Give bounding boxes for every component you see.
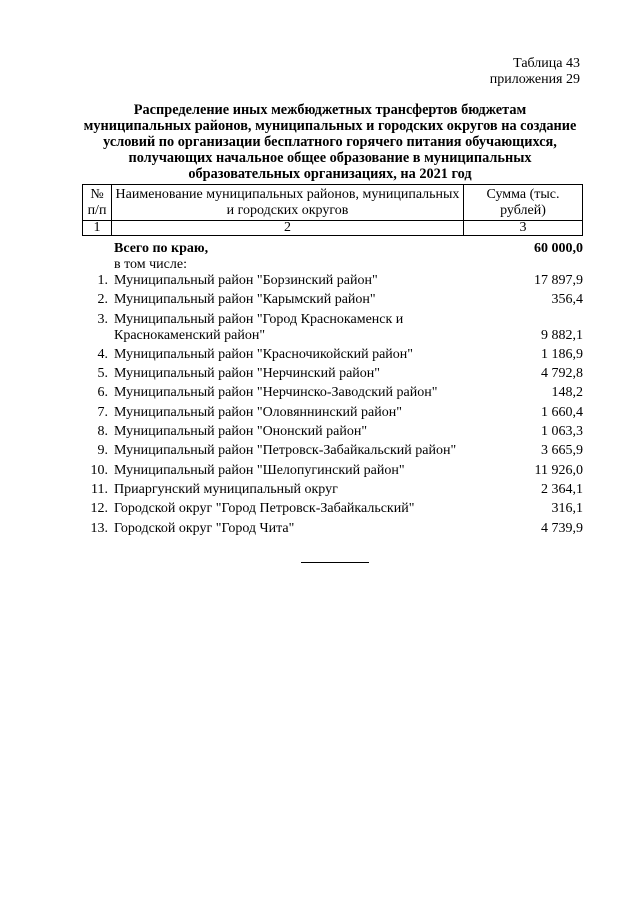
appendix-reference: приложения 29 xyxy=(489,72,580,87)
row-amount: 148,2 xyxy=(551,385,583,401)
row-number: 12. xyxy=(90,501,108,517)
total-row xyxy=(82,241,583,257)
row-name: Муниципальный район "Петровск-Забайкальский район" xyxy=(114,443,457,459)
row-number: 8. xyxy=(97,424,108,440)
total-label: Всего по краю, xyxy=(114,241,209,256)
column-header-number: № п/п xyxy=(83,185,112,221)
row-number: 11. xyxy=(91,481,108,497)
row-amount: 2 364,1 xyxy=(541,481,583,497)
row-amount: 4 739,9 xyxy=(541,520,583,536)
row-number: 10. xyxy=(90,462,108,478)
row-name: Городской округ "Город Чита" xyxy=(114,520,295,536)
table-row xyxy=(82,366,583,382)
row-name: Муниципальный район "Карымский район" xyxy=(114,292,376,308)
row-name: Муниципальный район "Шелопугинский район" xyxy=(114,462,405,478)
row-amount: 1 660,4 xyxy=(541,404,583,420)
row-number: 13. xyxy=(90,520,108,536)
column-header-name: Наименование муниципальных районов, муниципальных и городских округов xyxy=(112,185,464,221)
table-row xyxy=(82,347,583,363)
table-row xyxy=(82,424,583,440)
row-amount: 4 792,8 xyxy=(541,366,583,382)
table-body xyxy=(82,241,583,537)
table-row xyxy=(82,292,583,308)
row-name: Приаргунский муниципальный округ xyxy=(114,481,338,497)
row-amount: 1 063,3 xyxy=(541,424,583,440)
table-row xyxy=(82,385,583,401)
row-number: 4. xyxy=(97,346,108,362)
table-row xyxy=(82,521,583,537)
column-header-amount: Сумма (тыс. рублей) xyxy=(464,185,583,221)
row-name: Муниципальный район "Красночикойский район" xyxy=(114,346,413,362)
row-amount: 3 665,9 xyxy=(541,443,583,459)
including-row xyxy=(82,257,583,273)
row-amount: 316,1 xyxy=(551,501,583,517)
row-number: 5. xyxy=(97,366,108,382)
row-number: 1. xyxy=(97,273,108,288)
row-amount: 17 897,9 xyxy=(534,273,583,288)
row-number: 9. xyxy=(97,443,108,459)
table-row xyxy=(82,273,583,289)
table-row xyxy=(82,501,583,517)
row-name: Муниципальный район "Нерчинский район" xyxy=(114,366,380,382)
column-index-1: 1 xyxy=(83,221,112,236)
table-row xyxy=(82,312,583,344)
row-number: 2. xyxy=(97,292,108,308)
document-reference xyxy=(490,56,580,88)
total-amount: 60 000,0 xyxy=(534,241,583,256)
document-title: Распределение иных межбюджетных трансфертов бюджетам муниципальных районов, муниципальных и городских округов на создание условий по организации бесплатного горячего питания обучающихся, получающих начальное общее образование в муниципальных образовательных организациях, на 2021 год xyxy=(83,102,577,182)
row-amount: 9 882,1 xyxy=(541,327,583,343)
row-name: Муниципальный район "Ононский район" xyxy=(114,424,368,440)
table-row xyxy=(82,463,583,479)
row-number: 6. xyxy=(97,385,108,401)
row-amount: 11 926,0 xyxy=(534,462,583,478)
table-reference: Таблица 43 xyxy=(513,56,580,71)
table-row xyxy=(82,482,583,498)
row-name: Муниципальный район "Борзинский район" xyxy=(114,273,378,288)
table-header xyxy=(82,184,583,236)
row-amount: 1 186,9 xyxy=(541,346,583,362)
row-name: Муниципальный район "Нерчинско-Заводский район" xyxy=(114,385,438,401)
including-label: в том числе: xyxy=(114,257,187,272)
row-amount: 356,4 xyxy=(551,292,583,308)
row-name: Городской округ "Город Петровск-Забайкальский" xyxy=(114,501,415,517)
table-row xyxy=(82,443,583,459)
row-name: Муниципальный район "Город Краснокаменск и Краснокаменский район" xyxy=(114,311,404,343)
table-row xyxy=(82,405,583,421)
end-divider xyxy=(301,562,369,563)
row-number: 3. xyxy=(97,311,108,327)
row-number: 7. xyxy=(97,404,108,420)
row-name: Муниципальный район "Оловяннинский район" xyxy=(114,404,402,420)
column-index-2: 2 xyxy=(112,221,464,236)
column-index-3: 3 xyxy=(464,221,583,236)
